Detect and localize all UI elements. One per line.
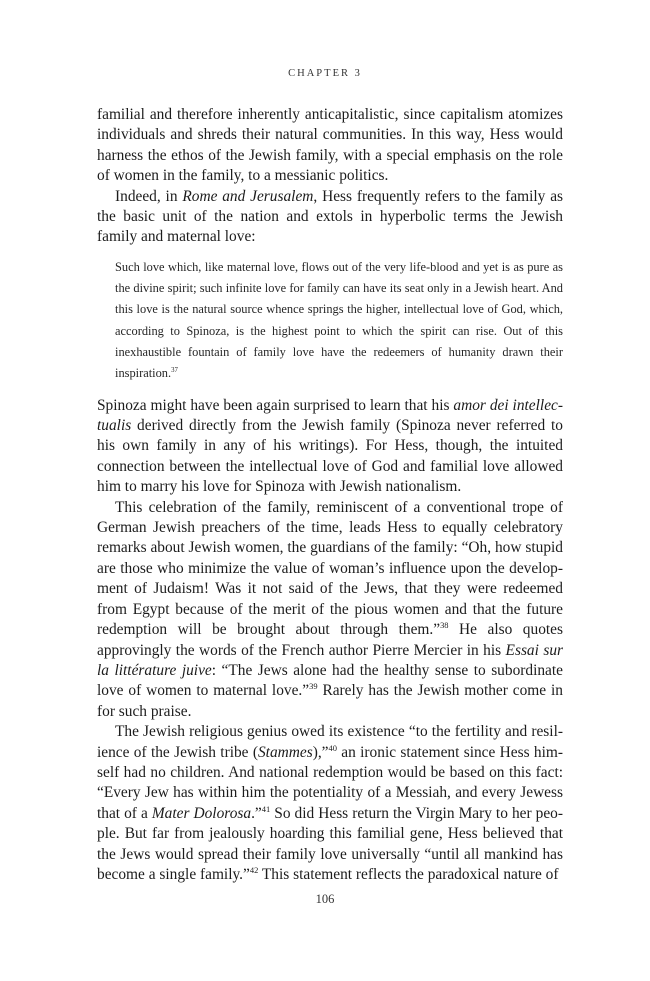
latin-term: amor dei intellectualis bbox=[97, 396, 563, 435]
footnote-ref: 42 bbox=[249, 865, 259, 876]
block-quote-text bbox=[115, 257, 563, 385]
paragraph-5 bbox=[97, 722, 563, 885]
paragraph-3 bbox=[97, 396, 563, 498]
text-span: Spinoza might have been again surprised to learn that his bbox=[97, 396, 454, 414]
body-text bbox=[97, 105, 563, 885]
quote-span: Such love which, like maternal love, flows out of the very life-blood and yet is as pure as the divine spirit; such infinite love for family can have its seat only in a Jewish heart. And this love is the natural source whence springs the higher, intellectual love of God, which, according to Spinoza, is the highest point to which the spirit can rise. Out of this inexhaustible fountain of family love have the redeemers of humanity drawn their inspiration. bbox=[115, 259, 563, 381]
text-span: derived directly from the Jewish family (Spinoza never referred to his own family in any of his writings). For Hess, though, the intuited connection between the intellectual love of God and familial love allowed him to marry his love for Spinoza with Jewish nationalism. bbox=[97, 417, 563, 496]
book-title: Essai sur la littérature juive bbox=[97, 641, 563, 679]
text-span: an ironic statement since Hess himself had no children. And national redemption would be based on this fact: “Every Jew has within him the potentiality of a Messiah, and every Jewess that of a bbox=[97, 743, 563, 822]
text-span: .” bbox=[251, 804, 262, 822]
text-span: Rarely has the Jewish mother come in for such praise. bbox=[97, 682, 563, 720]
footnote-ref: 41 bbox=[261, 803, 271, 814]
paragraph-4 bbox=[97, 498, 563, 722]
footnote-ref: 37 bbox=[171, 367, 178, 375]
latin-term: Mater Dolorosa bbox=[151, 804, 252, 822]
text-span: The Jewish religious genius owed its existence “to the fertility and resilience of the Jewish tribe ( bbox=[97, 723, 563, 761]
paragraph-2 bbox=[97, 187, 563, 248]
footnote-ref: 39 bbox=[309, 681, 318, 692]
block-quote bbox=[115, 257, 563, 385]
book-title: Rome and Jerusalem bbox=[182, 187, 314, 205]
text-span: He also quotes approvingly the words of the French author Pierre Mercier in his bbox=[97, 621, 563, 659]
text-span: So did Hess return the Virgin Mary to her people. But far from jealously hoarding this familial gene, Hess believed that the Jews would spread their family love universally “until all mankind has become a single family.” bbox=[97, 804, 563, 883]
text-span: , Hess frequently refers to the family as the basic unit of the nation and extols in hyperbolic terms the Jewish family and maternal love: bbox=[97, 187, 564, 246]
text-span: Indeed, in bbox=[115, 187, 183, 205]
text-span: This statement reflects the paradoxical nature of bbox=[258, 865, 559, 883]
running-head: CHAPTER 3 bbox=[288, 68, 362, 79]
paragraph-1: familial and therefore inherently anticapitalistic, since capitalism atomizes individuals and shreds their natural communities. In this way, Hess would harness the ethos of the Jewish family, with a special emphasis on the role of women in the family, to a messianic politics. bbox=[97, 106, 563, 185]
text-span: : “The Jews alone had the healthy sense to subordinate love of women to maternal love.” bbox=[97, 661, 563, 700]
german-term: Stammes bbox=[257, 743, 313, 761]
footnote-ref: 38 bbox=[440, 620, 449, 631]
text-span: This celebration of the family, reminiscent of a conventional trope of German Jewish preachers of the time, leads Hess to equally celebratory remarks about Jewish women, the guardians of the family: “Oh, how stupid are those who minimize the value of woman’s influence upon the development of Judaism! Was it not said of the Jews, that they were redeemed from Egypt because of the merit of the pious women and that the future redemption will be brought about through them.” bbox=[97, 498, 563, 639]
text-span: ),” bbox=[312, 743, 329, 761]
footnote-ref: 40 bbox=[328, 742, 337, 753]
page-number: 106 bbox=[315, 892, 335, 906]
